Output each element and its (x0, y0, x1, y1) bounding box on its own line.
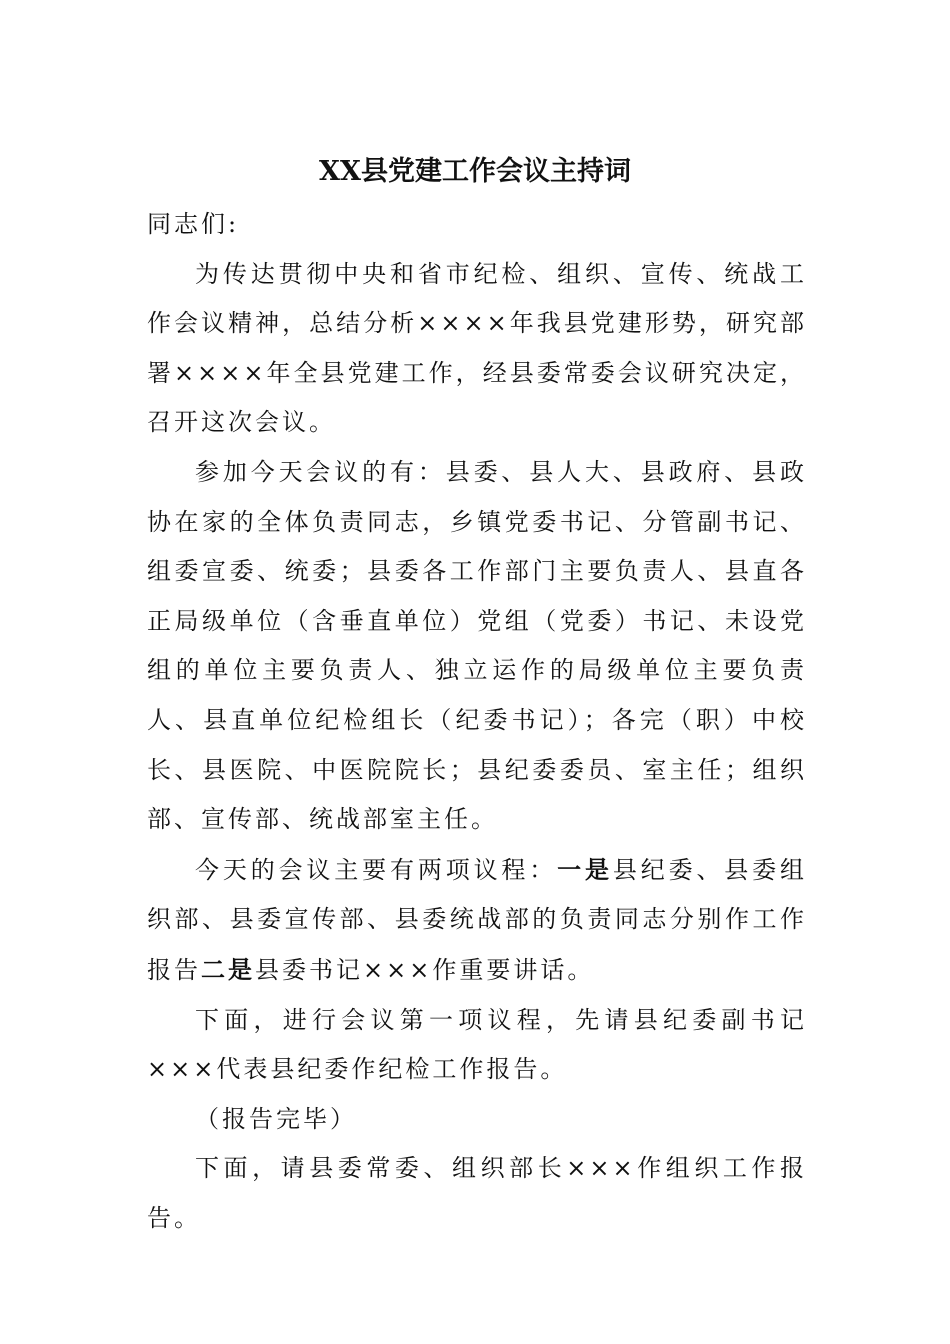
paragraph-attendees: 参加今天会议的有：县委、县人大、县政府、县政协在家的全体负责同志，乡镇党委书记、分管副书记、组委宣委、统委；县委各工作部门主要负责人、县直各正局级单位（含垂直单位）党组（党委）书记、未设党组的单位主要负责人、独立运作的局级单位主要负责人、县直单位纪检组长（纪委书记）；各完（职）中校长、县医院、中医院院长；县纪委委员、室主任；组织部、宣传部、统战部室主任。 (147, 457, 807, 834)
paragraph-first-item: 下面，进行会议第一项议程，先请县纪委副书记×××代表县纪委作纪检工作报告。 (147, 1005, 807, 1084)
paragraph-report-done: （报告完毕） (195, 1104, 357, 1133)
paragraph-purpose: 为传达贯彻中央和省市纪检、组织、宣传、统战工作会议精神，总结分析××××年我县党建形势，研究部署××××年全县党建工作，经县委常委会议研究决定，召开这次会议。 (147, 259, 807, 437)
paragraph-next-report: 下面，请县委常委、组织部长×××作组织工作报告。 (147, 1154, 807, 1232)
salutation: 同志们: (147, 210, 240, 238)
document-title: XX县党建工作会议主持词 (319, 156, 631, 187)
document-body (147, 200, 807, 1243)
paragraph-agenda (147, 845, 807, 996)
agenda-item1-marker: 一是 (557, 854, 613, 884)
agenda-intro: 今天的会议主要有两项议程： (195, 855, 558, 884)
agenda-item2-text: 县委书记×××作重要讲话。 (255, 955, 595, 984)
agenda-item1-text: 县纪委、县委组织部、县委宣传部、县委统战部的负责同志分别作工作报告 (147, 855, 808, 984)
agenda-item2-marker: 二是 (201, 954, 255, 984)
